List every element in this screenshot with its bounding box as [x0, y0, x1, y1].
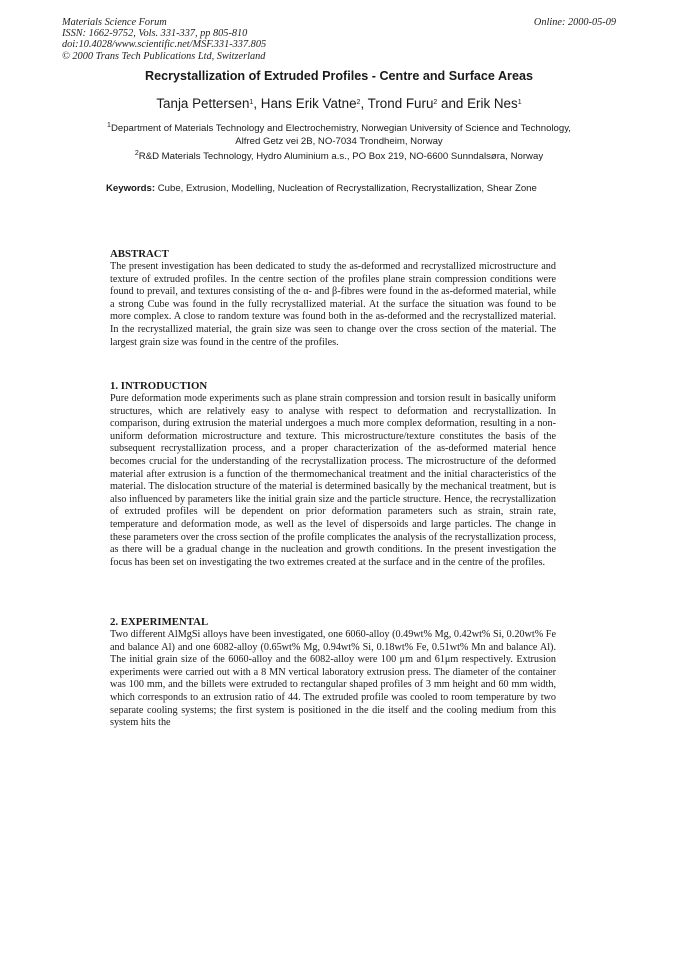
affil-mark: 2 [134, 150, 139, 157]
experimental-heading: 2. EXPERIMENTAL [110, 616, 209, 628]
affil-text: R&D Materials Technology, Hydro Aluminium a.s., PO Box 219, NO-6600 Sunndalsøra, Norway [138, 151, 544, 162]
affil-mark: 1 [107, 122, 111, 129]
abstract-heading: ABSTRACT [110, 248, 169, 260]
author-name: Tanja Pettersen [156, 96, 250, 111]
author-separator: , [253, 96, 261, 111]
experimental-text: Two different AlMgSi alloys have been investigated, one 6060-alloy (0.49wt% Mg, 0.42wt% Si, 0.20wt% Fe and balance Al) and one 6082-alloy (0.65wt% Mg, 0.94wt% Si, 0.18wt% Fe, 0.51wt% Mn and balance Al). The initial grain size of the 6060-alloy and the 6082-alloy were 100 μm and 61μm respectively. Extrusion experiments were carried out with a 8 MN vertical laboratory extrusion press. The diameter of the container was 100 mm, and the billets were extruded to rectangular shaped profiles of 3 mm height and 60 mm width, which corresponds to an extrusion ratio of 44. The extruded profile was cooled to room temperature by two separate cooling systems; the first system is positioned in the die itself and the cooling medium from this system hits the [110, 629, 556, 729]
author-affil-mark: 1 [517, 99, 522, 106]
keywords-text: Cube, Extrusion, Modelling, Nucleation of Recrystallization, Recrystallization, Shear Zone [157, 183, 537, 194]
author-affil-mark: 2 [356, 99, 361, 106]
author-name: Erik Nes [467, 96, 518, 111]
online-date: Online: 2000-05-09 [533, 17, 616, 28]
keywords [106, 183, 562, 195]
author-affil-mark: 1 [249, 99, 254, 106]
keywords-label: Keywords: [106, 183, 156, 194]
author-name: Trond Furu [367, 96, 434, 111]
author-list [62, 96, 616, 111]
introduction-text: Pure deformation mode experiments such as plane strain compression and torsion result in basically uniform structures, which are relatively easy to analyse with respect to deformation and recrystallization. In comparison, during extrusion the material undergoes a much more complex deformation, resulting in a non-uniform deformation microstructure and texture. This microstructure/texture constitutes the basis of the subsequent recrystallization process, and a proper characterization of the as-deformed material hence becomes crucial for the understanding of the recrystallization process. The microstructure of the deformed material after extrusion is a function of the thermomechanical treatment and the initial characteristics of the material. The dislocation structure of the material is determined basically by the mechanical treatment, but is also influenced by parameters like the initial grain size and the particle structure. Hence, the recrystallization of extruded profiles will be dependent on prior deformation parameters such as strain, strain rate, temperature and deformation mode, as well as the level of dispersoids and large particles. The change in these parameters over the cross section of the profile complicates the analysis of the recrystallization process, as there will be a gradual change in the nucleation and growth conditions. In the present investigation the focus has been set on investigating the two extremes created at the surface and in the centre of the profiles. [110, 393, 556, 568]
abstract-text: The present investigation has been dedicated to study the as-deformed and recrystallized microstructure and texture of extruded profiles. In the centre section of the profiles plane strain compression conditions were found to prevail, and textures consisting of the α- and β-fibres were found in the as-deformed material, while a strong Cube was found in the fully recrystallized material. At the surface the situation was found to be more complex. A close to random texture was found both in the as-deformed and the recrystallized material. In the recrystallized material, the grain size was seen to change over the cross section of the material. The largest grain size was found in the centre of the profiles. [110, 261, 556, 348]
author-separator: , [360, 96, 368, 111]
author-name: Hans Erik Vatne [260, 96, 357, 111]
author-separator: and [437, 96, 468, 111]
journal-name: Materials Science Forum [62, 17, 167, 28]
introduction-heading: 1. INTRODUCTION [110, 380, 208, 392]
doi-line[interactable]: doi:10.4028/www.scientific.net/MSF.331-337.805 [62, 39, 267, 51]
issn-line: ISSN: 1662-9752, Vols. 331-337, pp 805-810 [62, 28, 248, 40]
journal-header [62, 17, 266, 62]
affil-text: Department of Materials Technology and Electrochemistry, Norwegian University of Science and Technology, Alfred Getz vei 2B, NO-7034 Trondheim, Norway [110, 123, 571, 147]
affiliation-1 [96, 123, 582, 148]
author-affil-mark: 2 [433, 99, 438, 106]
paper-title: Recrystallization of Extruded Profiles - Centre and Surface Areas [145, 69, 533, 83]
affiliation-2 [96, 151, 582, 164]
copyright-line: © 2000 Trans Tech Publications Ltd, Switzerland [62, 50, 266, 62]
